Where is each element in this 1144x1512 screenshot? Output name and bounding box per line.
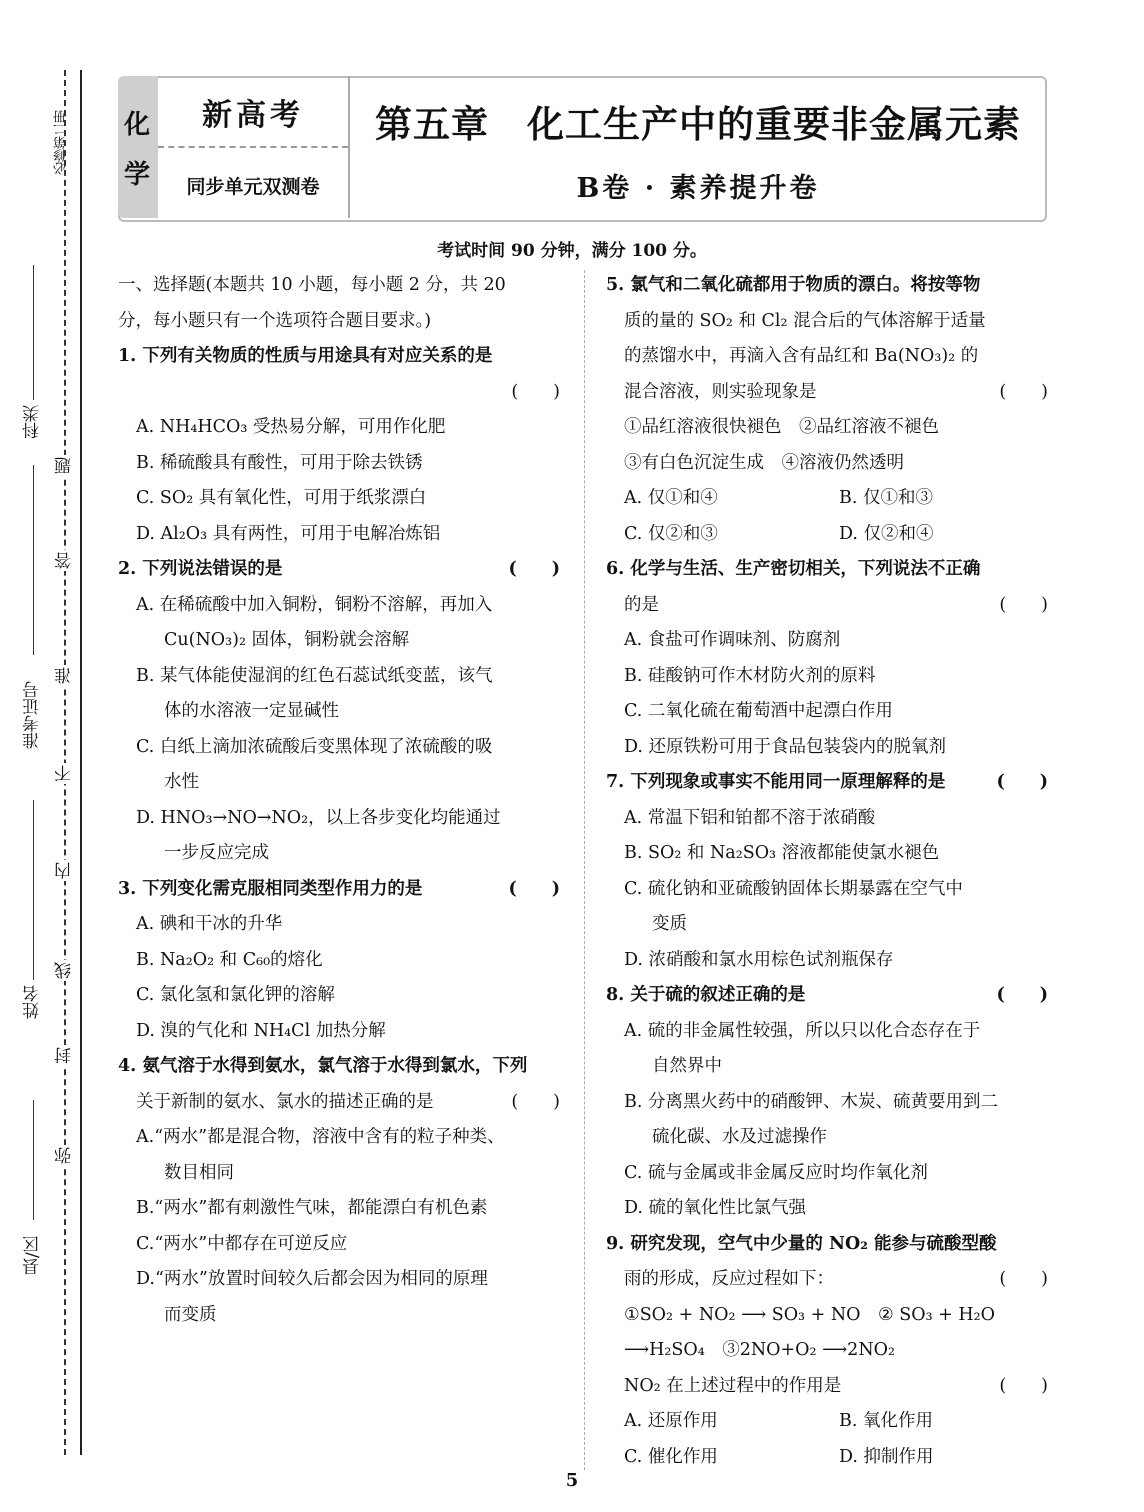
answer-blank: ( ) (508, 559, 560, 579)
chapter-title: 第五章 化工生产中的重要非金属元素 (375, 102, 1021, 146)
text-line (606, 446, 1054, 482)
text-line (606, 943, 1054, 979)
text-line (606, 552, 1054, 588)
text-line (118, 765, 566, 801)
answer-blank: ( ) (999, 594, 1048, 615)
line-text: 1. 下列有关物质的性质与用途具有对应关系的是 (118, 346, 493, 366)
answer-blank: ( ) (999, 381, 1048, 402)
text-line (118, 1262, 566, 1298)
text-line (118, 552, 566, 588)
line-text: B. 某气体能使湿润的红色石蕊试纸变蓝，该气 (136, 665, 493, 686)
field-subject-label: 科类 (23, 405, 43, 439)
brand-subtitle: 同步单元双测卷 (186, 176, 320, 198)
text-line (606, 978, 1054, 1014)
line-text: C. 白纸上滴加浓硫酸后变黑体现了浓硫酸的吸 (136, 736, 493, 757)
line-text: A. 在稀硫酸中加入铜粉，铜粉不溶解，再加入 (136, 594, 493, 615)
text-line (606, 1120, 1054, 1156)
line-text: 水性 (164, 772, 199, 792)
text-line (118, 659, 566, 695)
line-text: A. NH₄HCO₃ 受热易分解，可用作化肥 (136, 417, 446, 437)
text-line (118, 304, 566, 340)
field-exam-id-line (33, 465, 34, 655)
text-line (118, 268, 566, 304)
line-text: 5. 氯气和二氧化硫都用于物质的漂白。将按等物 (606, 275, 981, 295)
option-text: A. 仅①和④ (624, 488, 718, 508)
option-text: C. 仅②和③ (624, 523, 718, 544)
text-line (118, 978, 566, 1014)
option-text: B. 仅①和③ (839, 488, 933, 508)
text-line (606, 517, 1054, 553)
text-line (606, 588, 1054, 624)
text-line (606, 268, 1054, 304)
text-line (606, 1262, 1054, 1298)
line-text: A. 食盐可作调味剂、防腐剂 (624, 630, 841, 650)
line-text: NO₂ 在上述过程中的作用是 (624, 1375, 842, 1396)
seal-char: 弥 (52, 1145, 77, 1166)
line-text: A.“两水”都是混合物，溶液中含有的粒子种类、 (136, 1127, 505, 1147)
column-divider (584, 270, 585, 1470)
line-text: A. 碘和干冰的升华 (136, 914, 283, 934)
text-line (606, 801, 1054, 837)
right-column (606, 268, 1054, 1475)
left-column (118, 268, 566, 1333)
line-text: D.“两水”放置时间较久后都会因为相同的原理 (136, 1269, 488, 1289)
page-number: 5 (565, 1470, 579, 1491)
text-line (118, 410, 566, 446)
text-line (606, 410, 1054, 446)
text-line (118, 1227, 566, 1263)
text-line (118, 801, 566, 837)
text-line (118, 943, 566, 979)
line-text: D. HNO₃→NO→NO₂，以上各步变化均能通过 (136, 807, 501, 828)
text-line (118, 907, 566, 943)
text-line (118, 694, 566, 730)
line-text: 关于新制的氨水、氯水的描述正确的是 (136, 1091, 434, 1112)
field-district-line (33, 1100, 34, 1220)
text-line (118, 517, 566, 553)
answer-blank: ( ) (996, 985, 1048, 1005)
line-text: 自然界中 (652, 1056, 722, 1076)
text-line (118, 588, 566, 624)
text-line (606, 1404, 1054, 1440)
text-line (118, 1191, 566, 1227)
line-text: Cu(NO₃)₂ 固体，铜粉就会溶解 (164, 630, 410, 650)
brand-divider (158, 146, 348, 148)
text-line (606, 1227, 1054, 1263)
line-text: 体的水溶液一定显碱性 (164, 701, 339, 721)
seal-char: 内 (52, 860, 77, 881)
line-text: 7. 下列现象或事实不能用同一原理解释的是 (606, 772, 946, 792)
text-line (118, 1014, 566, 1050)
line-text: 6. 化学与生活、生产密切相关，下列说法不正确 (606, 559, 981, 579)
option-text: B. 氧化作用 (839, 1411, 933, 1431)
line-text: B. 分离黑火药中的硝酸钾、木炭、硫黄要用到二 (624, 1091, 998, 1112)
text-line (606, 1014, 1054, 1050)
line-text: 9. 研究发现，空气中少量的 NO₂ 能参与硫酸型酸 (606, 1233, 997, 1254)
answer-blank: ( ) (511, 381, 560, 402)
subject-char: 学 (124, 160, 151, 190)
text-line (606, 730, 1054, 766)
line-text: 2. 下列说法错误的是 (118, 559, 283, 579)
line-text: ①品红溶液很快褪色 ②品红溶液不褪色 (624, 417, 939, 437)
line-text: C.“两水”中都存在可逆反应 (136, 1233, 348, 1254)
line-text: 质的量的 SO₂ 和 Cl₂ 混合后的气体溶解于适量 (624, 310, 986, 331)
text-line (606, 836, 1054, 872)
field-subject-line (33, 265, 34, 400)
brand-title: 新高考 (202, 98, 304, 133)
seal-char: 题 (52, 455, 77, 476)
margin-solid-line (80, 70, 82, 1455)
text-line (606, 623, 1054, 659)
line-text: 硫化碳、水及过滤操作 (652, 1127, 827, 1147)
text-line (118, 1156, 566, 1192)
text-line (118, 1298, 566, 1334)
text-line (118, 836, 566, 872)
line-text: C. 氯化氢和氯化钾的溶解 (136, 985, 335, 1005)
text-line (118, 481, 566, 517)
line-text: 分，每小题只有一个选项符合题目要求。) (118, 310, 432, 331)
text-line (606, 1049, 1054, 1085)
text-line (606, 481, 1054, 517)
field-district-label: 县/区 (23, 1235, 43, 1275)
line-text: 混合溶液，则实验现象是 (624, 381, 817, 402)
brand-panel (158, 76, 350, 218)
field-name-label: 姓名 (23, 985, 43, 1019)
line-text: D. 溴的气化和 NH₄Cl 加热分解 (136, 1020, 386, 1041)
seal-char: 线 (52, 960, 77, 981)
line-text: 8. 关于硫的叙述正确的是 (606, 985, 806, 1005)
line-text: A. 常温下铝和铂都不溶于浓硝酸 (624, 807, 876, 828)
line-text: D. 硫的氧化性比氯气强 (624, 1198, 807, 1218)
answer-blank: ( ) (996, 772, 1048, 792)
text-line (606, 907, 1054, 943)
line-text: B. 稀硫酸具有酸性，可用于除去铁锈 (136, 452, 423, 473)
answer-blank: ( ) (511, 1091, 560, 1112)
line-text: C. 硫化钠和亚硫酸钠固体长期暴露在空气中 (624, 878, 963, 899)
line-text: ⟶H₂SO₄ ③2NO+O₂ ⟶2NO₂ (624, 1340, 895, 1360)
text-line (606, 1085, 1054, 1121)
answer-blank: ( ) (999, 1375, 1048, 1396)
text-line (606, 1191, 1054, 1227)
seal-char: 答 (52, 550, 77, 571)
text-line (606, 1369, 1054, 1405)
line-text: 的是 (624, 594, 659, 615)
answer-blank: ( ) (999, 1269, 1048, 1289)
exam-info: 考试时间 90 分钟，满分 100 分。 (437, 241, 707, 261)
text-line (606, 659, 1054, 695)
line-text: B.“两水”都有刺激性气味，都能漂白有机色素 (136, 1198, 488, 1218)
text-line (118, 1049, 566, 1085)
line-text: 的蒸馏水中，再滴入含有品红和 Ba(NO₃)₂ 的 (624, 346, 979, 366)
book-label: 必修第二册 (54, 110, 69, 175)
seal-char: 封 (52, 1045, 77, 1066)
field-name-line (33, 800, 34, 980)
binding-margin (0, 0, 92, 1512)
line-text: B. Na₂O₂ 和 C₆₀的熔化 (136, 949, 323, 970)
line-text: 一、选择题(本题共 10 小题，每小题 2 分，共 20 (118, 275, 506, 295)
line-text: 数目相同 (164, 1162, 234, 1183)
text-line (606, 339, 1054, 375)
text-line (606, 375, 1054, 411)
line-text: 而变质 (164, 1304, 217, 1325)
line-text: 4. 氨气溶于水得到氨水，氯气溶于水得到氯水，下列 (118, 1056, 528, 1076)
subject-char: 化 (124, 110, 151, 140)
text-line (606, 1156, 1054, 1192)
line-text: D. 还原铁粉可用于食品包装袋内的脱氧剂 (624, 736, 947, 757)
answer-blank: ( ) (508, 878, 560, 899)
seal-char: 准 (52, 665, 77, 686)
text-line (606, 872, 1054, 908)
text-line (606, 1298, 1054, 1334)
line-text: A. 硫的非金属性较强，所以只以化合态存在于 (624, 1020, 981, 1041)
option-text: C. 催化作用 (624, 1446, 718, 1467)
text-line (118, 730, 566, 766)
line-text: 雨的形成，反应过程如下： (624, 1269, 834, 1289)
line-text: ①SO₂ + NO₂ ⟶ SO₃ + NO ② SO₃ + H₂O (624, 1304, 996, 1325)
option-text: A. 还原作用 (624, 1411, 718, 1431)
text-line (118, 1120, 566, 1156)
field-exam-id-label: 准考证号 (23, 681, 43, 749)
line-text: C. 硫与金属或非金属反应时均作氧化剂 (624, 1162, 928, 1183)
line-text: 3. 下列变化需克服相同类型作用力的是 (118, 878, 423, 899)
line-text: C. SO₂ 具有氧化性，可用于纸浆漂白 (136, 488, 427, 508)
line-text: B. SO₂ 和 Na₂SO₃ 溶液都能使氯水褪色 (624, 843, 940, 863)
text-line (118, 339, 566, 375)
text-line (606, 304, 1054, 340)
text-line (606, 765, 1054, 801)
paper-subtitle: B卷 · 素养提升卷 (576, 173, 820, 204)
text-line (606, 694, 1054, 730)
line-text: D. 浓硝酸和氯水用棕色试剂瓶保存 (624, 949, 894, 970)
line-text: 一步反应完成 (164, 843, 269, 863)
seal-char: 不 (52, 763, 77, 784)
option-text: D. 抑制作用 (839, 1446, 934, 1467)
text-line (118, 872, 566, 908)
line-text: C. 二氧化硫在葡萄酒中起漂白作用 (624, 701, 893, 721)
text-line (118, 1085, 566, 1121)
option-text: D. 仅②和④ (839, 523, 934, 544)
subject-tab (118, 76, 158, 218)
line-text: 变质 (652, 914, 687, 934)
text-line (118, 623, 566, 659)
header-banner (118, 76, 1043, 218)
text-line (118, 446, 566, 482)
line-text: D. Al₂O₃ 具有两性，可用于电解冶炼铝 (136, 523, 441, 544)
line-text: B. 硅酸钠可作木材防火剂的原料 (624, 665, 876, 686)
text-line (118, 375, 566, 411)
line-text: ③有白色沉淀生成 ④溶液仍然透明 (624, 452, 904, 473)
text-line (606, 1333, 1054, 1369)
